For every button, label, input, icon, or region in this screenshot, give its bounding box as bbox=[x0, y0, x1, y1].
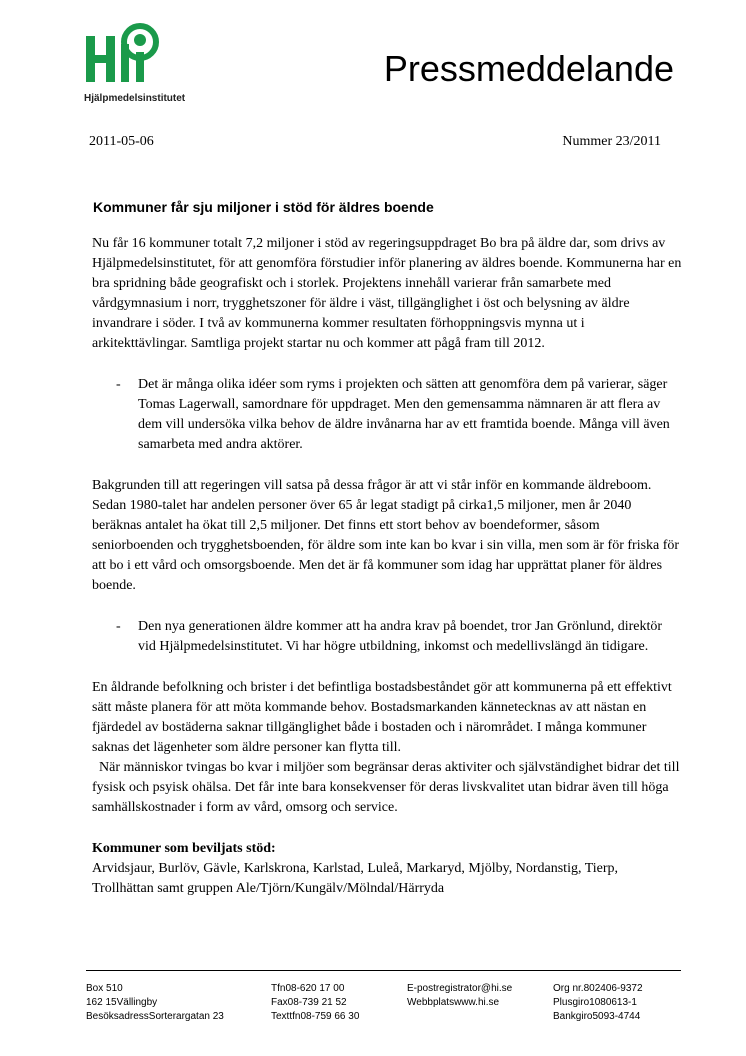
quote-text: Det är många olika idéer som ryms i projekten och sätten att genomföra dem på varierar, säger Tomas Lagerwall, samordnare för uppdraget. Men den gemensamma nämnaren är att flera av dem vill undersöka vilka behov de äldre invånarna har av ett framtida boende. Många vill även samarbeta med andra aktörer. bbox=[138, 377, 670, 452]
paragraph-housing bbox=[92, 678, 682, 818]
footer-line: Org nr.802406-9372 bbox=[553, 983, 643, 994]
municipality-list bbox=[92, 839, 682, 899]
dash-bullet: - bbox=[116, 377, 121, 392]
footer-phone bbox=[271, 982, 359, 1024]
municipality-list-heading: Kommuner som beviljats stöd: bbox=[92, 841, 276, 856]
release-number: Nummer 23/2011 bbox=[562, 134, 661, 149]
document-type-title: Pressmeddelande bbox=[383, 48, 674, 89]
footer-line: Bankgiro5093-4744 bbox=[553, 1011, 641, 1022]
footer-email[interactable]: E-postregistrator@hi.se bbox=[407, 983, 513, 994]
footer-website[interactable]: Webbplatswww.hi.se bbox=[407, 997, 500, 1008]
footer-line: Tfn08-620 17 00 bbox=[271, 983, 345, 994]
footer-line: 162 15Vällingby bbox=[86, 997, 158, 1008]
release-date: 2011-05-06 bbox=[89, 134, 154, 149]
footer-web bbox=[407, 982, 512, 1010]
footer-divider bbox=[86, 970, 681, 971]
footer-address bbox=[86, 982, 224, 1024]
footer-line: Box 510 bbox=[86, 983, 123, 994]
quote-block bbox=[108, 617, 682, 657]
footer-line: BesöksadressSorterargatan 23 bbox=[86, 1011, 224, 1022]
paragraph-background: Bakgrunden till att regeringen vill satsa på dessa frågor är att vi står inför en kommande äldreboom. Sedan 1980-talet har andelen personer över 65 år legat stadigt på cirka1,5 miljoner, men år 2040 beräknas antalet ha ökat till 2,5 miljoner. Det finns ett stort behov av boendeformer, såsom seniorboenden och trygghetsboenden, för äldre som inte kan bo kvar i sin villa, men som är för friska för att bo i ett vård och omsorgsboende. Men det är få kommuner som idag har upprättat planer för äldres boende. bbox=[92, 478, 680, 593]
quote-block bbox=[108, 375, 682, 455]
paragraph-housing-part2: När människor tvingas bo kvar i miljöer som begränsar deras aktiviter och självständighet bidrar det till fysisk och psyisk ohälsa. Det får inte bara konsekvenser för deras livskvalitet utan bidrar även till höga samhällskostnader i form av vård, omsorg och service. bbox=[92, 760, 680, 815]
footer-line: Plusgiro1080613-1 bbox=[553, 997, 637, 1008]
footer-line: Fax08-739 21 52 bbox=[271, 997, 347, 1008]
footer-bank bbox=[553, 982, 643, 1024]
dash-bullet: - bbox=[116, 619, 121, 634]
footer-line: Texttfn08-759 66 30 bbox=[271, 1011, 360, 1022]
paragraph-intro: Nu får 16 kommuner totalt 7,2 miljoner i stöd av regeringsuppdraget Bo bra på äldre dar, som drivs av Hjälpmedelsinstitutet, för att genomföra förstudier inför planering av äldres boende. Kommunerna har en bra spridning både geografiskt och i storlek. Projektens innehåll varierar från samarbete med vårdgymnasium i norr, trygghetszoner för äldre i väst, tillgänglighet i öst och belysning av äldre invandrare i söder. I två av kommunerna kommer resultaten förhoppningsvis mynna ut i arkitekttävlingar. Samtliga projekt startar nu och kommer att pågå fram till 2012. bbox=[92, 236, 682, 351]
headline: Kommuner får sju miljoner i stöd för äldres boende bbox=[93, 199, 434, 215]
municipality-list-text: Arvidsjaur, Burlöv, Gävle, Karlskrona, Karlstad, Luleå, Markaryd, Mjölby, Nordanstig, Tierp, Trollhättan samt gruppen Ale/Tjörn/Kungälv/Mölndal/Härryda bbox=[92, 861, 619, 896]
logo-wordmark: Hjälpmedelsinstitutet bbox=[84, 93, 186, 104]
article-body bbox=[92, 234, 682, 899]
quote-text: Den nya generationen äldre kommer att ha andra krav på boendet, tror Jan Grönlund, direktör vid Hjälpmedelsinstitutet. Vi har högre utbildning, inkomst och medellivslängd än tidigare. bbox=[138, 619, 663, 654]
paragraph-housing-part1: En åldrande befolkning och brister i det befintliga bostadsbeståndet gör att kommunerna på ett effektivt sätt måste planera för att möta kommande behov. Bostadsmarkanden kännetecknas av att nästan en fjärdedel av bostäderna saknar tillgänglighet både i bostaden och i närområdet. I många kommuner saknas det lägenheter som äldre personer kan flytta till. bbox=[92, 680, 672, 755]
